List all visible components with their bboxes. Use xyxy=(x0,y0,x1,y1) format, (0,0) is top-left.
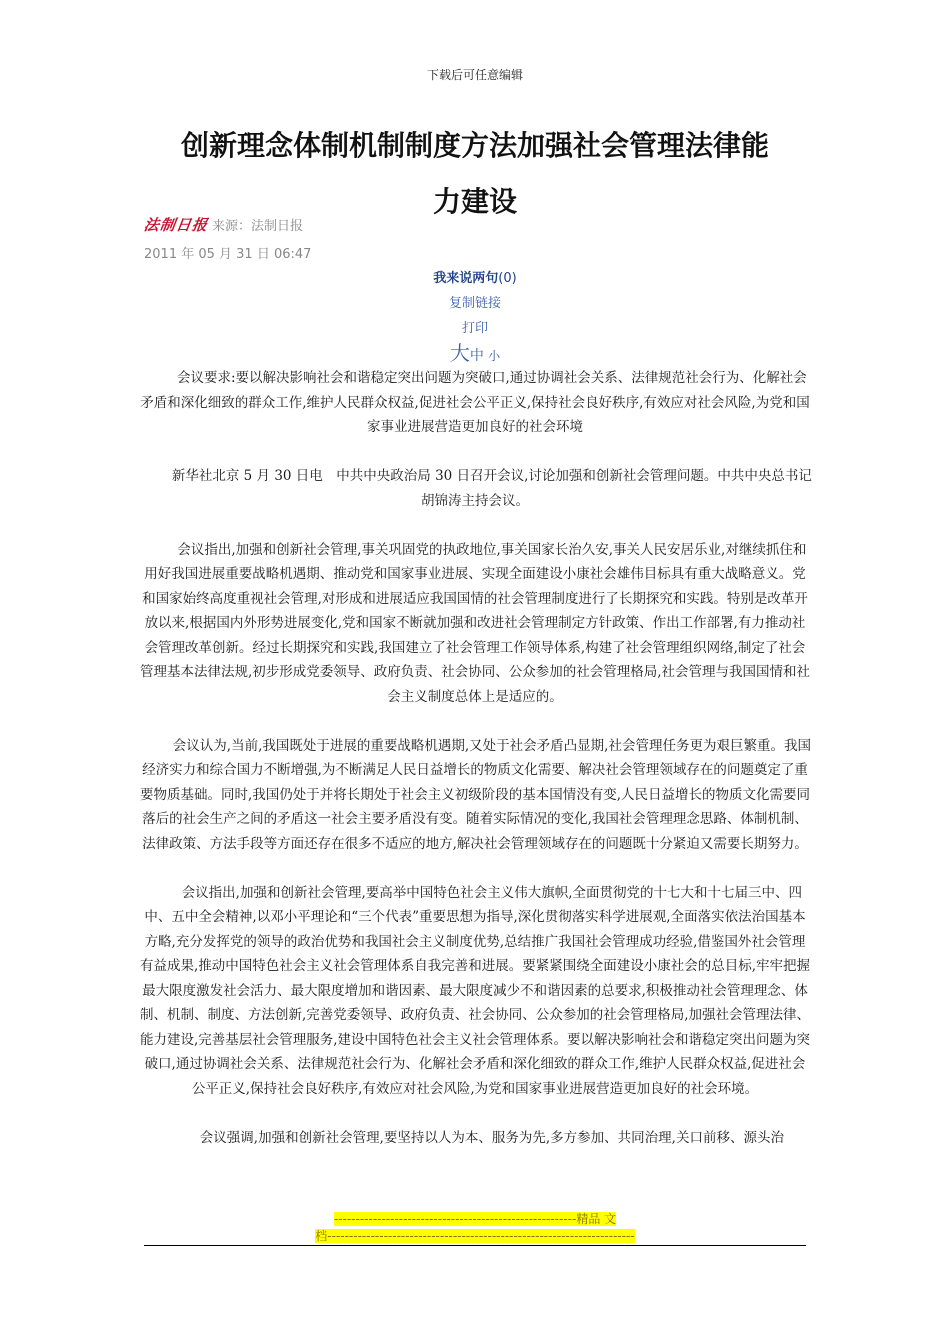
copy-link-row xyxy=(0,291,950,316)
font-size-selector xyxy=(0,341,950,366)
article-paragraph: 会议指出,加强和创新社会管理,事关巩固党的执政地位,事关国家长治久安,事关人民安居乐业,对继续抓住和用好我国进展重要战略机遇期、推动党和国家事业进展、实现全面建设小康社会雄伟目标具有重大战略意义。党和国家始终高度重视社会管理,对形成和进展适应我国国情的社会管理制度进行了长期探究和实践。特别是改革开放以来,根据国内外形势进展变化,党和国家不断就加强和改进社会管理制定方针政策、作出工作部署,有力推动社会管理改革创新。经过长期探究和实践,我国建立了社会管理工作领导体系,构建了社会管理组织网络,制定了社会管理基本法律法规,初步形成党委领导、政府负责、社会协同、公众参加的社会管理格局,社会管理与我国国情和社会主义制度总体上是适应的。 xyxy=(139,541,811,705)
font-size-medium-button[interactable]: 中 xyxy=(469,348,484,364)
copy-link-button[interactable]: 复制链接 xyxy=(448,296,501,311)
print-row xyxy=(0,316,950,341)
footer-line-2: 档----------------------------------------------------------------------- xyxy=(315,1229,635,1243)
article-actions xyxy=(0,266,950,366)
header-note: 下载后可任意编辑 xyxy=(426,68,523,82)
article-paragraph: 会议强调,加强和创新社会管理,要坚持以人为本、服务为先,多方参加、共同治理,关口前移、源头治 xyxy=(199,1129,784,1146)
article-paragraph: 新华社北京 5 月 30 日电 中共中央政治局 30 日召开会议,讨论加强和创新社会管理问题。中共中央总书记胡锦涛主持会议。 xyxy=(171,468,812,509)
print-button[interactable]: 打印 xyxy=(461,321,488,336)
newspaper-logo: 法制日报 xyxy=(142,216,210,234)
article-paragraph: 会议指出,加强和创新社会管理,要高举中国特色社会主义伟大旗帜,全面贯彻党的十七大和十七届三中、四中、五中全会精神,以邓小平理论和“三个代表”重要思想为指导,深化贯彻落实科学进展观,全面落实依法治国基本方略,充分发挥党的领导的政治优势和我国社会主义制度优势,总结推广我国社会管理成功经验,借鉴国外社会管理有益成果,推动中国特色社会主义社会管理体系自我完善和进展。要紧紧围绕全面建设小康社会的总目标,牢牢把握最大限度激发社会活力、最大限度增加和谐因素、最大限度减少不和谐因素的总要求,积极推动社会管理理念、体制、机制、制度、方法创新,完善党委领导、政府负责、社会协同、公众参加的社会管理格局,加强社会管理法律、能力建设,完善基层社会管理服务,建设中国特色社会主义社会管理体系。要以解决影响社会和谐稳定突出问题为突破口,通过协调社会关系、法律规范社会行为、化解社会矛盾和深化细致的群众工作,维护人民群众权益,促进社会公平正义,保持社会良好秩序,有效应对社会风险,为党和国家事业进展营造更加良好的社会环境。 xyxy=(139,884,811,1097)
article-paragraph: 会议认为,当前,我国既处于进展的重要战略机遇期,又处于社会矛盾凸显期,社会管理任务更为艰巨繁重。我国经济实力和综合国力不断增强,为不断满足人民日益增长的物质文化需要、解决社会管理领域存在的问题奠定了重要物质基础。同时,我国仍处于并将长期处于社会主义初级阶段的基本国情没有变,人民日益增长的物质文化需要同落后的社会生产之间的矛盾这一社会主要矛盾没有变。随着实际情况的变化,我国社会管理理念思路、体制机制、法律政策、方法手段等方面还存在很多不适应的地方,解决社会管理领域存在的问题既十分紧迫又需要长期努力。 xyxy=(139,737,811,852)
title-line-1: 创新理念体制机制制度方法加强社会管理法律能 xyxy=(180,129,769,162)
source-value: 法制日报 xyxy=(251,219,304,234)
article-body xyxy=(138,366,812,1175)
source-label: 来源： xyxy=(212,219,252,234)
footer-watermark xyxy=(0,1211,950,1245)
source-line xyxy=(144,214,303,235)
comment-link[interactable]: 我来说两句 xyxy=(433,271,499,286)
footer-line-1: --------------------------------------------------------精品 文 xyxy=(333,1212,617,1226)
font-size-small-button[interactable]: 小 xyxy=(488,349,501,363)
font-size-large-button[interactable]: 大 xyxy=(449,341,470,365)
title-line-2: 力建设 xyxy=(432,185,517,218)
comment-count: (0) xyxy=(498,271,517,286)
article-paragraph: 会议要求:要以解决影响社会和谐稳定突出问题为突破口,通过协调社会关系、法律规范社会行为、化解社会矛盾和深化细致的群众工作,维护人民群众权益,促进社会公平正义,保持社会良好秩序,有效应对社会风险,为党和国家事业进展营造更加良好的社会环境 xyxy=(140,370,810,435)
publish-date: 2011 年 05 月 31 日 06:47 xyxy=(144,247,312,262)
footer-divider xyxy=(144,1245,806,1246)
comment-row xyxy=(0,266,950,291)
